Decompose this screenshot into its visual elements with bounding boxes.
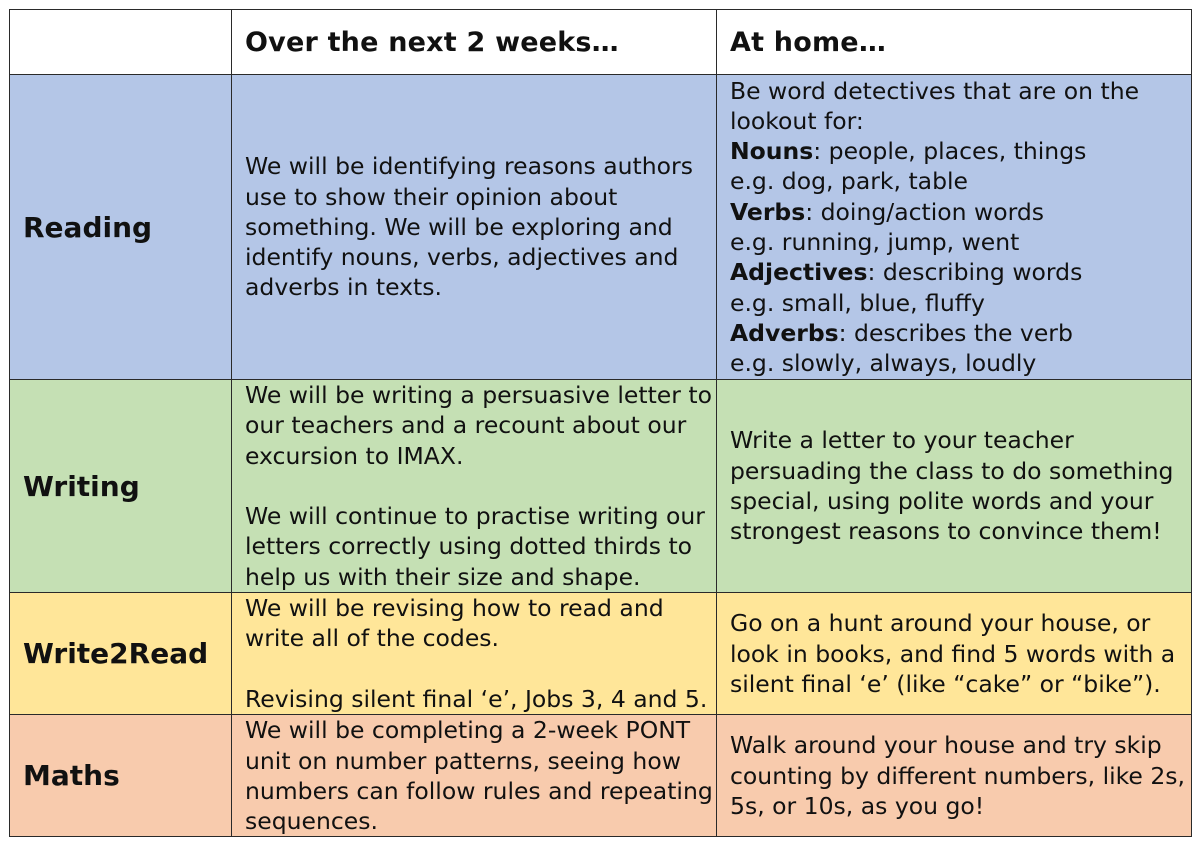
desc-verbs: : doing/action words [805,197,1045,226]
write2read-at-home: Go on a hunt around your house, or look in books, and find 5 words with a silent final ‘e’ (like “cake” or “bike”). [717,593,1192,715]
write2read-next-weeks [232,593,717,715]
writing-next-weeks-p1: We will be writing a persuasive letter to our teachers and a recount about our excursion to IMAX. [245,381,712,470]
row-writing [10,380,1192,593]
subject-maths: Maths [10,715,232,837]
example-nouns: e.g. dog, park, table [730,167,968,196]
example-adverbs: e.g. slowly, always, loudly [730,349,1037,378]
reading-intro: Be word detectives that are on the lookout for: [730,76,1140,135]
desc-adverbs: : describes the verb [838,318,1073,347]
maths-at-home: Walk around your house and try skip counting by different numbers, like 2s, 5s, or 10s, as you go! [717,715,1192,837]
write2read-next-weeks-p2: Revising silent final ‘e’, Jobs 3, 4 and 5. [245,684,708,713]
writing-next-weeks [232,380,717,593]
header-at-home: At home… [717,10,1192,75]
term-nouns: Nouns [730,137,814,166]
write2read-next-weeks-p1: We will be revising how to read and write all of the codes. [245,594,664,653]
example-adjectives: e.g. small, blue, fluffy [730,288,985,317]
header-blank-cell [10,10,232,75]
writing-at-home: Write a letter to your teacher persuading the class to do something special, using polite words and your strongest reasons to convince them! [717,380,1192,593]
subject-write2read: Write2Read [10,593,232,715]
row-write2read [10,593,1192,715]
header-row [10,10,1192,75]
reading-next-weeks: We will be identifying reasons authors use to show their opinion about something. We will be exploring and identify nouns, verbs, adjectives and adverbs in texts. [232,75,717,380]
header-next-weeks: Over the next 2 weeks… [232,10,717,75]
term-adverbs: Adverbs [730,318,839,347]
subject-reading: Reading [10,75,232,380]
desc-adjectives: : describing words [867,258,1083,287]
example-verbs: e.g. running, jump, went [730,228,1020,256]
term-verbs: Verbs [730,197,806,226]
term-adjectives: Adjectives [730,258,868,287]
row-reading [10,75,1192,380]
maths-next-weeks: We will be completing a 2-week PONT unit on number patterns, seeing how numbers can follow rules and repeating sequences. [232,715,717,837]
subject-writing: Writing [10,380,232,593]
desc-nouns: : people, places, things [813,137,1087,166]
writing-next-weeks-p2: We will continue to practise writing our letters correctly using dotted thirds to help us with their size and shape. [245,502,705,591]
reading-at-home [717,75,1192,380]
homework-planner-table [9,9,1192,837]
row-maths [10,715,1192,837]
